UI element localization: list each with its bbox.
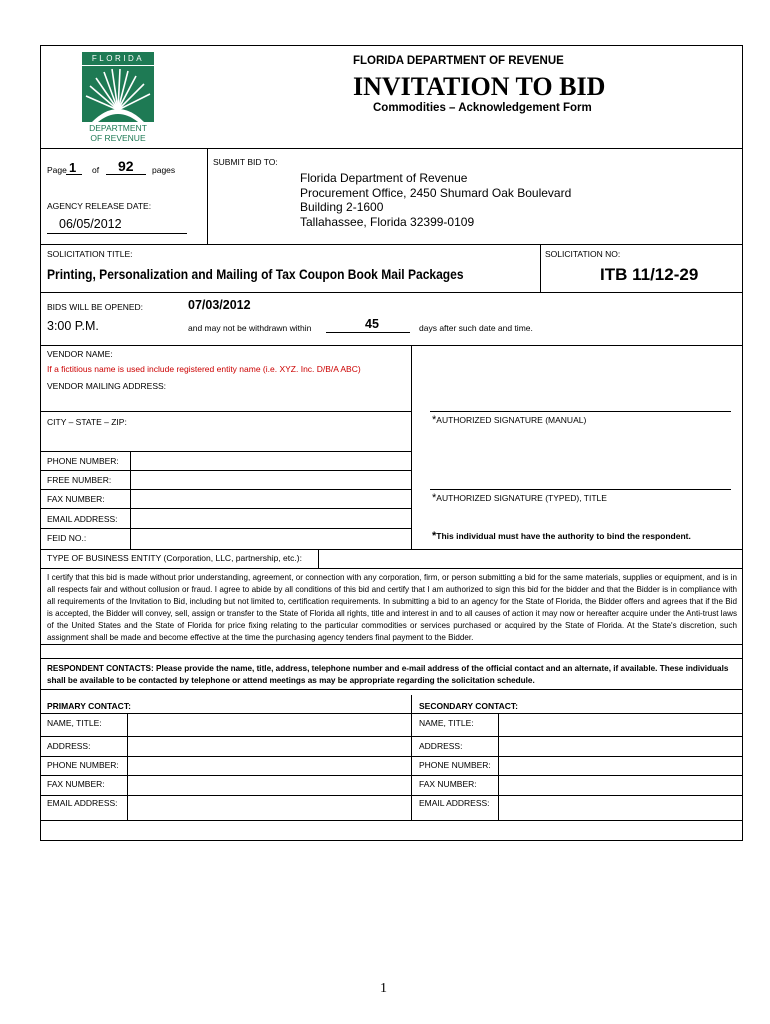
- submit-address: [300, 171, 571, 229]
- days-label: days after such date and time.: [419, 323, 533, 333]
- release-date-label: AGENCY RELEASE DATE:: [47, 201, 152, 211]
- page-title: INVITATION TO BID: [353, 72, 606, 101]
- sun-rays-icon: [82, 66, 154, 122]
- free-number-label: FREE NUMBER:: [47, 475, 112, 485]
- form-subtitle: Commodities – Acknowledgement Form: [373, 102, 592, 114]
- primary-address-label: ADDRESS:: [47, 741, 91, 751]
- asterisk: *: [432, 530, 437, 542]
- logo-banner: FLORIDA: [82, 52, 154, 65]
- page-total: 92: [118, 158, 134, 174]
- secondary-fax-label: FAX NUMBER:: [419, 779, 477, 789]
- primary-fax-label: FAX NUMBER:: [47, 779, 105, 789]
- fax-number-label: FAX NUMBER:: [47, 494, 105, 504]
- page-number-footer: 1: [380, 981, 387, 996]
- opening-date: 07/03/2012: [188, 298, 251, 312]
- asterisk: *: [432, 414, 437, 426]
- primary-email-label: EMAIL ADDRESS:: [47, 798, 118, 808]
- logo-line1: DEPARTMENT: [89, 123, 147, 133]
- submit-line-1: Florida Department of Revenue: [300, 171, 468, 185]
- page-number: 1: [69, 160, 77, 175]
- authority-text: This individual must have the authority to bind the respondent.: [436, 531, 691, 541]
- submit-line-3: Building 2-1600: [300, 200, 384, 214]
- submit-line-4: Tallahassee, Florida 32399-0109: [300, 214, 475, 229]
- release-date: 06/05/2012: [59, 217, 122, 231]
- primary-phone-label: PHONE NUMBER:: [47, 760, 119, 770]
- secondary-address-label: ADDRESS:: [419, 741, 463, 751]
- withdraw-label: and may not be withdrawn within: [188, 323, 312, 333]
- primary-contact-label: PRIMARY CONTACT:: [47, 701, 131, 711]
- solicitation-title: Printing, Personalization and Mailing of Tax Coupon Book Mail Packages: [47, 266, 464, 282]
- page-label: Page: [47, 165, 67, 175]
- solicitation-no: ITB 11/12-29: [600, 265, 699, 284]
- secondary-contact-label: SECONDARY CONTACT:: [419, 701, 519, 711]
- city-state-zip-label: CITY – STATE – ZIP:: [47, 417, 127, 427]
- withdraw-days: 45: [365, 317, 379, 331]
- signature-typed-text: AUTHORIZED SIGNATURE (TYPED), TITLE: [436, 493, 607, 503]
- opening-time: 3:00 P.M.: [47, 319, 99, 333]
- asterisk: *: [432, 492, 437, 504]
- pages-label: pages: [152, 165, 176, 175]
- submit-label: SUBMIT BID TO:: [213, 157, 278, 167]
- authority-note: [432, 530, 691, 542]
- respondent-contacts-intro: RESPONDENT CONTACTS: Please provide the name, title, address, telephone number and e-mail address of the official contact and an alternate, if available. These individuals shall be available to be contacted by telephone or attend meetings as may be appropriate regarding the solicitation schedule.: [47, 664, 729, 685]
- bids-opened-label: BIDS WILL BE OPENED:: [47, 302, 144, 312]
- mailing-address-label: VENDOR MAILING ADDRESS:: [47, 381, 167, 391]
- feid-label: FEID NO.:: [47, 533, 87, 543]
- dor-logo: [82, 52, 164, 144]
- secondary-phone-label: PHONE NUMBER:: [419, 760, 491, 770]
- primary-name-label: NAME, TITLE:: [47, 718, 102, 728]
- submit-line-2: Procurement Office, 2450 Shumard Oak Boulevard: [300, 185, 572, 200]
- secondary-email-label: EMAIL ADDRESS:: [419, 798, 490, 808]
- agency-name: FLORIDA DEPARTMENT OF REVENUE: [353, 55, 564, 67]
- signature-typed-label: [432, 492, 607, 504]
- certification-text: I certify that this bid is made without prior understanding, agreement, or connection with any corporation, firm, or person submitting a bid for the same materials, supplies or equipment, and is in all respects fair and without collusion or fraud. I agree to abide by all conditions of this bid and certify that I am authorized to sign this bid for the bidder and that the Bidder is in compliance with all requirements of the Invitation to Bid, including but not limited to, certification requirements. In submitting a bid to an agency for the State of Florida, the Bidder offers and agrees that if the Bid is accepted, the Bidder will convey, sell, assign or transfer to the State of Florida all rights, title and interest in and to all causes of action it may now or hereafter acquire under the Anti-trust laws of the United States and the State of Florida for price fixing relating to the particular commodities or services purchased or acquired by the State of Florida. At the State's discretion, such assignment shall be made and become effective at the time the purchasing agency tenders final payment to the Bidder.: [47, 573, 737, 643]
- email-address-label: EMAIL ADDRESS:: [47, 514, 118, 524]
- business-entity-label: TYPE OF BUSINESS ENTITY (Corporation, LLC, partnership, etc.):: [47, 553, 302, 563]
- logo-line2: OF REVENUE: [90, 133, 146, 143]
- secondary-name-label: NAME, TITLE:: [419, 718, 474, 728]
- of-label: of: [92, 165, 100, 175]
- signature-manual-label: [432, 414, 586, 426]
- vendor-name-label: VENDOR NAME:: [47, 349, 113, 359]
- fictitious-name-note: If a fictitious name is used include registered entity name (i.e. XYZ. Inc. D/B/A ABC): [47, 364, 361, 374]
- solicitation-title-label: SOLICITATION TITLE:: [47, 249, 133, 259]
- signature-manual-text: AUTHORIZED SIGNATURE (MANUAL): [436, 415, 587, 425]
- phone-number-label: PHONE NUMBER:: [47, 456, 119, 466]
- solicitation-no-label: SOLICITATION NO:: [545, 249, 621, 259]
